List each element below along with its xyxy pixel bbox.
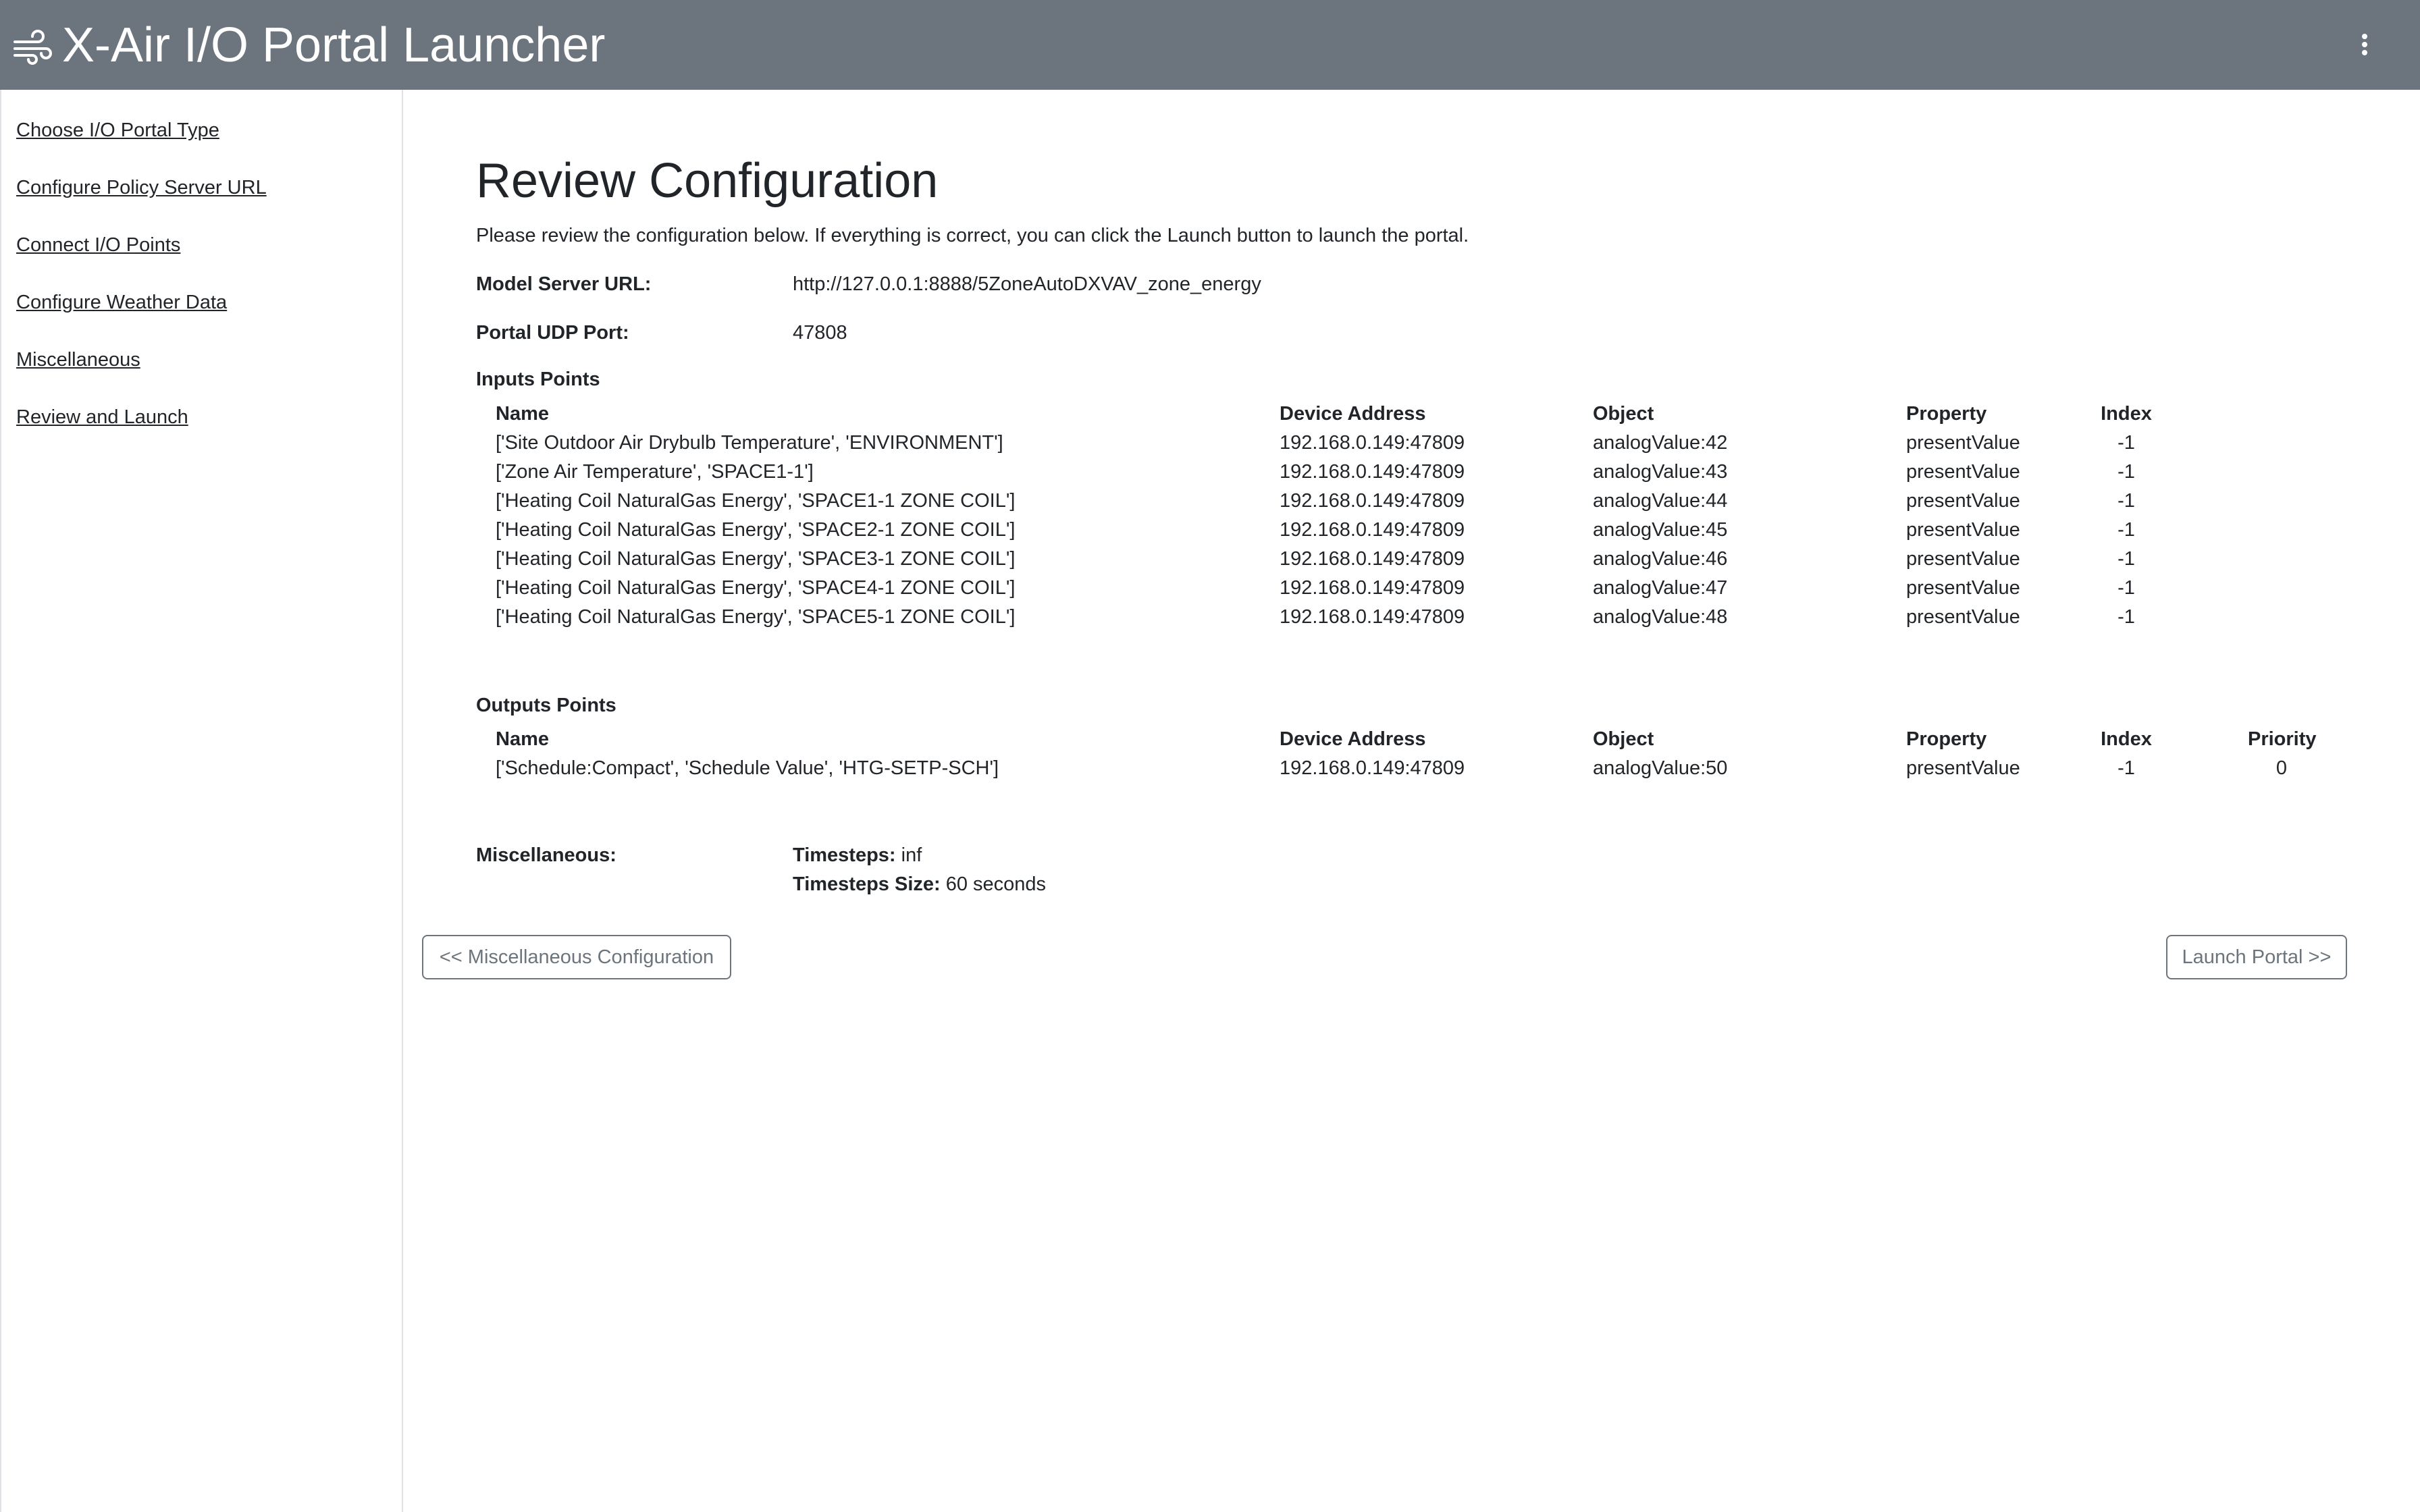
timesteps-label: Timesteps: — [793, 844, 896, 866]
model-server-url-value: http://127.0.0.1:8888/5ZoneAutoDXVAV_zone_energy — [793, 273, 1261, 295]
column-header-index: Index — [2101, 403, 2152, 425]
timestep-size-value: 60 seconds — [945, 873, 1047, 895]
inputs-table-header — [404, 402, 2420, 431]
index: -1 — [2118, 432, 2135, 454]
sidebar-item-configure-weather-data[interactable]: Configure Weather Data — [16, 292, 228, 313]
sidebar-item-configure-policy-server[interactable]: Configure Policy Server URL — [16, 177, 267, 198]
column-header-name: Name — [496, 403, 549, 425]
page-description: Please review the configuration below. If everything is correct, you can click the Launch button to launch the portal. — [476, 225, 1469, 246]
device-address: 192.168.0.149:47809 — [1280, 519, 1465, 541]
outputs-table-header — [404, 727, 2420, 756]
sidebar-item-connect-io-points[interactable]: Connect I/O Points — [16, 234, 181, 256]
column-header-property: Property — [1906, 403, 1987, 425]
index: -1 — [2118, 490, 2135, 512]
column-header-property: Property — [1906, 728, 1987, 750]
device-address: 192.168.0.149:47809 — [1280, 461, 1465, 483]
main-content — [404, 90, 2420, 1512]
priority: 0 — [2276, 757, 2288, 779]
column-header-device-address: Device Address — [1280, 403, 1426, 425]
object: analogValue:45 — [1593, 519, 1728, 541]
model-server-url-label: Model Server URL: — [476, 273, 652, 295]
timestep-size-line — [793, 872, 1046, 896]
sidebar-item-choose-portal-type[interactable]: Choose I/O Portal Type — [16, 119, 219, 141]
point-name: ['Zone Air Temperature', 'SPACE1-1'] — [496, 461, 814, 483]
object: analogValue:48 — [1593, 606, 1728, 628]
table-row — [404, 518, 2420, 547]
index: -1 — [2118, 519, 2135, 541]
device-address: 192.168.0.149:47809 — [1280, 432, 1465, 454]
property: presentValue — [1906, 577, 2020, 599]
device-address: 192.168.0.149:47809 — [1280, 548, 1465, 570]
index: -1 — [2118, 461, 2135, 483]
portal-udp-port-value: 47808 — [793, 322, 847, 344]
outputs-points-heading: Outputs Points — [476, 695, 616, 716]
index: -1 — [2118, 606, 2135, 628]
sidebar-item-review-and-launch[interactable]: Review and Launch — [16, 406, 188, 428]
table-row — [404, 489, 2420, 518]
property: presentValue — [1906, 490, 2020, 512]
column-header-priority: Priority — [2248, 728, 2317, 750]
object: analogValue:50 — [1593, 757, 1728, 779]
timesteps-line — [793, 843, 922, 867]
launch-portal-button[interactable]: Launch Portal >> — [2166, 935, 2347, 979]
app-header — [0, 0, 2420, 90]
table-row — [404, 431, 2420, 460]
object: analogValue:46 — [1593, 548, 1728, 570]
sidebar-item-miscellaneous[interactable]: Miscellaneous — [16, 349, 140, 371]
object: analogValue:43 — [1593, 461, 1728, 483]
column-header-object: Object — [1593, 728, 1654, 750]
app-title: X-Air I/O Portal Launcher — [62, 18, 606, 72]
device-address: 192.168.0.149:47809 — [1280, 757, 1465, 779]
point-name: ['Heating Coil NaturalGas Energy', 'SPACE1-1 ZONE COIL'] — [496, 490, 1016, 512]
point-name: ['Schedule:Compact', 'Schedule Value', 'HTG-SETP-SCH'] — [496, 757, 999, 779]
property: presentValue — [1906, 519, 2020, 541]
page-title: Review Configuration — [476, 154, 939, 208]
column-header-name: Name — [496, 728, 549, 750]
table-row — [404, 460, 2420, 489]
index: -1 — [2118, 757, 2135, 779]
table-row — [404, 547, 2420, 576]
point-name: ['Site Outdoor Air Drybulb Temperature', 'ENVIRONMENT'] — [496, 432, 1003, 454]
timesteps-value: inf — [901, 844, 922, 866]
point-name: ['Heating Coil NaturalGas Energy', 'SPACE2-1 ZONE COIL'] — [496, 519, 1016, 541]
miscellaneous-label: Miscellaneous: — [476, 844, 616, 866]
sidebar — [0, 90, 403, 1512]
kebab-menu-icon[interactable] — [2351, 30, 2378, 59]
column-header-index: Index — [2101, 728, 2152, 750]
property: presentValue — [1906, 461, 2020, 483]
property: presentValue — [1906, 432, 2020, 454]
point-name: ['Heating Coil NaturalGas Energy', 'SPACE3-1 ZONE COIL'] — [496, 548, 1016, 570]
property: presentValue — [1906, 606, 2020, 628]
index: -1 — [2118, 577, 2135, 599]
back-to-miscellaneous-button[interactable]: << Miscellaneous Configuration — [422, 935, 731, 979]
device-address: 192.168.0.149:47809 — [1280, 490, 1465, 512]
table-row — [404, 756, 2420, 785]
table-row — [404, 576, 2420, 605]
object: analogValue:42 — [1593, 432, 1728, 454]
device-address: 192.168.0.149:47809 — [1280, 606, 1465, 628]
portal-udp-port-label: Portal UDP Port: — [476, 322, 629, 344]
column-header-device-address: Device Address — [1280, 728, 1426, 750]
inputs-points-heading: Inputs Points — [476, 369, 600, 390]
object: analogValue:47 — [1593, 577, 1728, 599]
device-address: 192.168.0.149:47809 — [1280, 577, 1465, 599]
property: presentValue — [1906, 757, 2020, 779]
index: -1 — [2118, 548, 2135, 570]
timestep-size-label: Timesteps Size: — [793, 873, 941, 895]
column-header-object: Object — [1593, 403, 1654, 425]
property: presentValue — [1906, 548, 2020, 570]
table-row — [404, 605, 2420, 634]
object: analogValue:44 — [1593, 490, 1728, 512]
point-name: ['Heating Coil NaturalGas Energy', 'SPACE5-1 ZONE COIL'] — [496, 606, 1016, 628]
wind-icon — [12, 30, 54, 65]
point-name: ['Heating Coil NaturalGas Energy', 'SPACE4-1 ZONE COIL'] — [496, 577, 1016, 599]
